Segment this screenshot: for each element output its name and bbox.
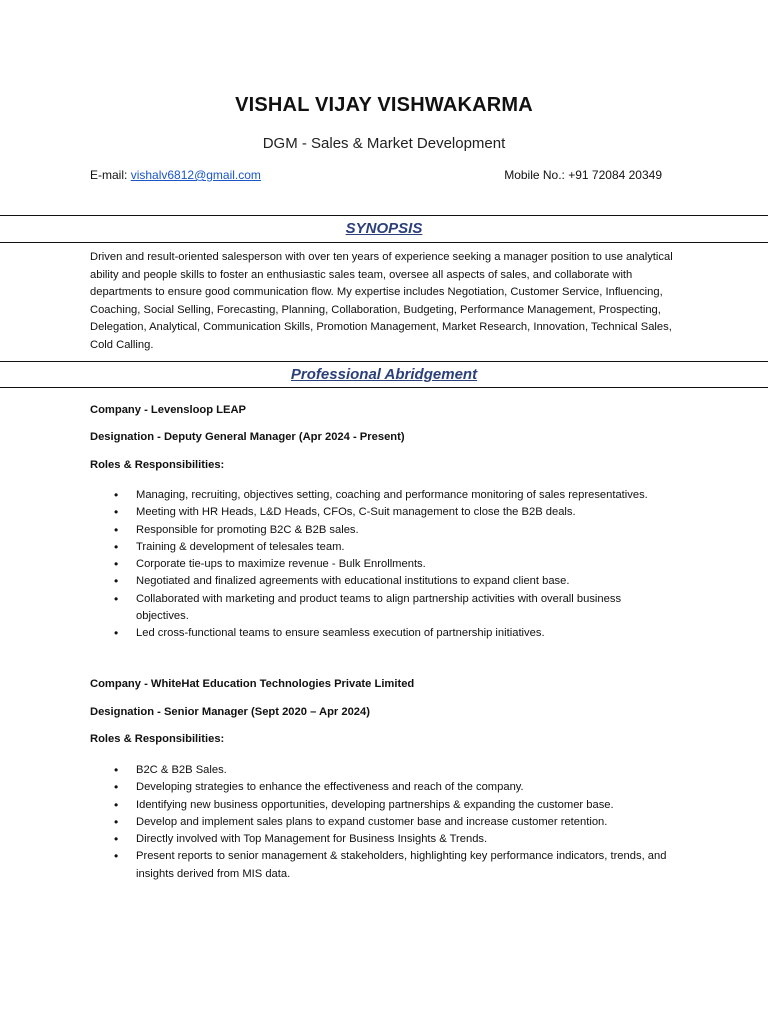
job-1-roles-label: Roles & Responsibilities:	[90, 459, 225, 471]
job-2-responsibilities	[90, 762, 675, 883]
synopsis-heading: SYNOPSIS	[345, 220, 423, 237]
list-item: • Led cross-functional teams to ensure seamless execution of partnership initiatives.	[90, 625, 675, 642]
list-item: • Develop and implement sales plans to expand customer base and increase customer retention.	[90, 814, 675, 831]
professional-header-bar	[0, 361, 768, 388]
email-label: E-mail:	[90, 168, 128, 182]
list-item: • Training & development of telesales team.	[90, 539, 675, 556]
list-item: • Identifying new business opportunities, developing partnerships & expanding the customer base.	[90, 797, 675, 814]
list-item: • Present reports to senior management & stakeholders, highlighting key performance indicators, trends, and insights derived from MIS data.	[90, 848, 675, 883]
list-item: • Collaborated with marketing and product teams to align partnership activities with overall business objectives.	[90, 591, 675, 626]
list-item: • Negotiated and finalized agreements with educational institutions to expand client base.	[90, 573, 675, 590]
job-1-designation: Designation - Deputy General Manager (Apr 2024 - Present)	[90, 431, 405, 443]
job-2-designation: Designation - Senior Manager (Sept 2020 – Apr 2024)	[90, 706, 370, 718]
email-block	[90, 168, 261, 182]
job-1-responsibilities	[90, 487, 675, 643]
job-2-company: Company - WhiteHat Education Technologies Private Limited	[90, 678, 415, 690]
list-item: • Corporate tie-ups to maximize revenue - Bulk Enrollments.	[90, 556, 675, 573]
contact-row	[90, 168, 662, 182]
list-item: • Directly involved with Top Management for Business Insights & Trends.	[90, 831, 675, 848]
list-item: • Managing, recruiting, objectives setting, coaching and performance monitoring of sales representatives.	[90, 487, 675, 504]
list-item: • Developing strategies to enhance the effectiveness and reach of the company.	[90, 779, 675, 796]
synopsis-header-bar	[0, 215, 768, 243]
mobile-number: Mobile No.: +91 72084 20349	[504, 168, 662, 182]
candidate-name: VISHAL VIJAY VISHWAKARMA	[235, 94, 533, 116]
candidate-title: DGM - Sales & Market Development	[262, 135, 506, 152]
synopsis-text: Driven and result-oriented salesperson with over ten years of experience seeking a manager position to use analytical ability and people skills to foster an enthusiastic sales team, oversee all aspects of sales, and collaborate with departments to ensure good communication flow. My expertise includes Negotiation, Customer Service, Influencing, Coaching, Social Selling, Forecasting, Planning, Collaboration, Budgeting, Performance Management, Prospecting, Delegation, Analytical, Communication Skills, Promotion Management, Market Research, Innovation, Technical Sales, Cold Calling.	[90, 251, 673, 351]
professional-heading: Professional Abridgement	[290, 366, 478, 383]
list-item: • B2C & B2B Sales.	[90, 762, 675, 779]
email-link[interactable]: vishalv6812@gmail.com	[130, 168, 261, 182]
job-1-company: Company - Levensloop LEAP	[90, 404, 247, 416]
list-item: • Responsible for promoting B2C & B2B sales.	[90, 522, 675, 539]
job-2-roles-label: Roles & Responsibilities:	[90, 733, 225, 745]
list-item: • Meeting with HR Heads, L&D Heads, CFOs, C-Suit management to close the B2B deals.	[90, 504, 675, 521]
